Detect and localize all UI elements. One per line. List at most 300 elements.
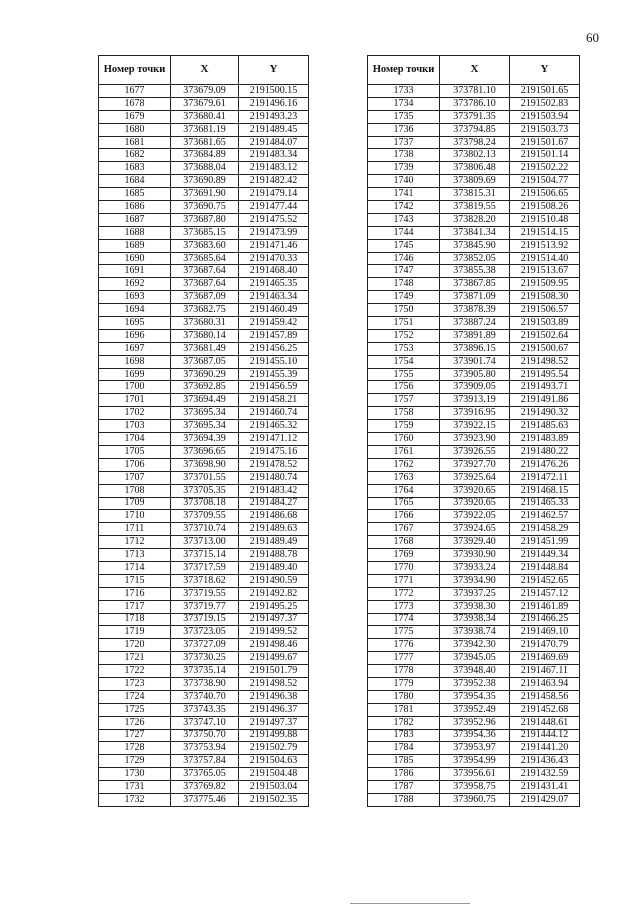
table-row <box>368 665 580 678</box>
table-row <box>368 458 580 471</box>
y-cell: 2191467.11 <box>510 665 580 678</box>
x-cell: 373680.41 <box>171 110 239 123</box>
point-number-cell: 1698 <box>99 355 171 368</box>
point-number-cell: 1690 <box>99 252 171 265</box>
y-cell: 2191471.12 <box>239 433 309 446</box>
x-cell: 373690.29 <box>171 368 239 381</box>
point-number-cell: 1760 <box>368 433 440 446</box>
y-cell: 2191503.73 <box>510 123 580 136</box>
x-cell: 373690.89 <box>171 175 239 188</box>
x-cell: 373786.10 <box>440 97 510 110</box>
x-cell: 373809.69 <box>440 175 510 188</box>
x-cell: 373791.35 <box>440 110 510 123</box>
table-row <box>368 355 580 368</box>
y-cell: 2191465.32 <box>239 420 309 433</box>
point-number-cell: 1709 <box>99 497 171 510</box>
x-cell: 373954.36 <box>440 729 510 742</box>
point-number-cell: 1740 <box>368 175 440 188</box>
x-cell: 373696.65 <box>171 445 239 458</box>
x-cell: 373953.97 <box>440 742 510 755</box>
point-number-cell: 1729 <box>99 755 171 768</box>
y-cell: 2191496.37 <box>239 703 309 716</box>
table-row <box>99 639 309 652</box>
table-row <box>368 742 580 755</box>
table-row <box>99 265 309 278</box>
table-row <box>368 729 580 742</box>
y-cell: 2191476.26 <box>510 458 580 471</box>
x-cell: 373691.90 <box>171 188 239 201</box>
point-number-cell: 1731 <box>99 781 171 794</box>
y-cell: 2191483.34 <box>239 149 309 162</box>
x-cell: 373705.35 <box>171 484 239 497</box>
table-row <box>368 471 580 484</box>
y-cell: 2191490.59 <box>239 574 309 587</box>
point-number-cell: 1704 <box>99 433 171 446</box>
x-cell: 373887.24 <box>440 317 510 330</box>
x-cell: 373769.82 <box>171 781 239 794</box>
x-cell: 373753.94 <box>171 742 239 755</box>
x-cell: 373926.55 <box>440 445 510 458</box>
point-number-cell: 1749 <box>368 291 440 304</box>
table-row <box>99 394 309 407</box>
y-cell: 2191459.42 <box>239 317 309 330</box>
point-number-cell: 1748 <box>368 278 440 291</box>
x-cell: 373723.05 <box>171 626 239 639</box>
table-row <box>368 587 580 600</box>
x-cell: 373730.25 <box>171 652 239 665</box>
y-cell: 2191449.34 <box>510 549 580 562</box>
point-number-cell: 1687 <box>99 213 171 226</box>
x-cell: 373960.75 <box>440 793 510 806</box>
table-row <box>99 226 309 239</box>
point-number-cell: 1715 <box>99 574 171 587</box>
y-cell: 2191513.92 <box>510 239 580 252</box>
x-cell: 373682.75 <box>171 304 239 317</box>
table-row <box>99 742 309 755</box>
point-number-cell: 1778 <box>368 665 440 678</box>
table-row <box>99 536 309 549</box>
table-row <box>368 136 580 149</box>
y-cell: 2191457.12 <box>510 587 580 600</box>
y-cell: 2191483.89 <box>510 433 580 446</box>
header-x: X <box>440 56 510 85</box>
table-row <box>99 188 309 201</box>
table-row <box>99 561 309 574</box>
point-number-cell: 1754 <box>368 355 440 368</box>
x-cell: 373802.13 <box>440 149 510 162</box>
y-cell: 2191475.16 <box>239 445 309 458</box>
y-cell: 2191514.15 <box>510 226 580 239</box>
table-row <box>99 600 309 613</box>
point-number-cell: 1693 <box>99 291 171 304</box>
x-cell: 373937.25 <box>440 587 510 600</box>
point-number-cell: 1712 <box>99 536 171 549</box>
y-cell: 2191489.45 <box>239 123 309 136</box>
x-cell: 373867.85 <box>440 278 510 291</box>
table-row <box>368 600 580 613</box>
point-number-cell: 1685 <box>99 188 171 201</box>
point-number-cell: 1733 <box>368 85 440 98</box>
point-number-cell: 1783 <box>368 729 440 742</box>
point-number-cell: 1751 <box>368 317 440 330</box>
y-cell: 2191499.67 <box>239 652 309 665</box>
table-row <box>99 549 309 562</box>
y-cell: 2191431.41 <box>510 781 580 794</box>
point-number-cell: 1785 <box>368 755 440 768</box>
y-cell: 2191475.52 <box>239 213 309 226</box>
y-cell: 2191466.25 <box>510 613 580 626</box>
y-cell: 2191508.26 <box>510 201 580 214</box>
x-cell: 373692.85 <box>171 381 239 394</box>
x-cell: 373845.90 <box>440 239 510 252</box>
table-row <box>99 342 309 355</box>
y-cell: 2191468.15 <box>510 484 580 497</box>
point-number-cell: 1769 <box>368 549 440 562</box>
x-cell: 373938.34 <box>440 613 510 626</box>
table-row <box>99 497 309 510</box>
point-number-cell: 1780 <box>368 690 440 703</box>
y-cell: 2191502.35 <box>239 793 309 806</box>
y-cell: 2191506.57 <box>510 304 580 317</box>
point-number-cell: 1784 <box>368 742 440 755</box>
table-row <box>368 781 580 794</box>
point-number-cell: 1728 <box>99 742 171 755</box>
x-cell: 373930.90 <box>440 549 510 562</box>
y-cell: 2191498.52 <box>510 355 580 368</box>
x-cell: 373924.65 <box>440 523 510 536</box>
x-cell: 373896.15 <box>440 342 510 355</box>
coordinates-table-right <box>367 55 580 807</box>
x-cell: 373922.05 <box>440 510 510 523</box>
point-number-cell: 1694 <box>99 304 171 317</box>
header-y: Y <box>239 56 309 85</box>
x-cell: 373841.34 <box>440 226 510 239</box>
table-row <box>368 226 580 239</box>
point-number-cell: 1757 <box>368 394 440 407</box>
y-cell: 2191429.07 <box>510 793 580 806</box>
point-number-cell: 1711 <box>99 523 171 536</box>
point-number-cell: 1787 <box>368 781 440 794</box>
header-point-number: Номер точки <box>99 56 171 85</box>
table-row <box>99 252 309 265</box>
x-cell: 373709.55 <box>171 510 239 523</box>
table-row <box>368 523 580 536</box>
y-cell: 2191513.67 <box>510 265 580 278</box>
x-cell: 373765.05 <box>171 768 239 781</box>
table-row <box>368 536 580 549</box>
point-number-cell: 1738 <box>368 149 440 162</box>
point-number-cell: 1758 <box>368 407 440 420</box>
x-cell: 373687.64 <box>171 265 239 278</box>
point-number-cell: 1786 <box>368 768 440 781</box>
x-cell: 373920.65 <box>440 484 510 497</box>
table-row <box>99 781 309 794</box>
table-row <box>99 175 309 188</box>
point-number-cell: 1682 <box>99 149 171 162</box>
x-cell: 373701.55 <box>171 471 239 484</box>
point-number-cell: 1773 <box>368 600 440 613</box>
y-cell: 2191493.23 <box>239 110 309 123</box>
table-row <box>368 188 580 201</box>
y-cell: 2191484.07 <box>239 136 309 149</box>
y-cell: 2191470.33 <box>239 252 309 265</box>
table-row <box>368 213 580 226</box>
point-number-cell: 1763 <box>368 471 440 484</box>
y-cell: 2191508.30 <box>510 291 580 304</box>
point-number-cell: 1677 <box>99 85 171 98</box>
table-row <box>99 407 309 420</box>
point-number-cell: 1772 <box>368 587 440 600</box>
y-cell: 2191448.84 <box>510 561 580 574</box>
x-cell: 373891.89 <box>440 329 510 342</box>
table-row <box>99 420 309 433</box>
y-cell: 2191484.27 <box>239 497 309 510</box>
y-cell: 2191501.14 <box>510 149 580 162</box>
table-row <box>368 162 580 175</box>
y-cell: 2191458.29 <box>510 523 580 536</box>
point-number-cell: 1724 <box>99 690 171 703</box>
y-cell: 2191504.48 <box>239 768 309 781</box>
point-number-cell: 1702 <box>99 407 171 420</box>
table-row <box>368 652 580 665</box>
y-cell: 2191436.43 <box>510 755 580 768</box>
table-row <box>368 291 580 304</box>
point-number-cell: 1684 <box>99 175 171 188</box>
x-cell: 373878.39 <box>440 304 510 317</box>
point-number-cell: 1765 <box>368 497 440 510</box>
table-row <box>368 420 580 433</box>
x-cell: 373933.24 <box>440 561 510 574</box>
point-number-cell: 1743 <box>368 213 440 226</box>
table-row <box>368 574 580 587</box>
table-row <box>368 613 580 626</box>
x-cell: 373913.19 <box>440 394 510 407</box>
x-cell: 373719.77 <box>171 600 239 613</box>
y-cell: 2191468.40 <box>239 265 309 278</box>
point-number-cell: 1762 <box>368 458 440 471</box>
y-cell: 2191465.33 <box>510 497 580 510</box>
point-number-cell: 1692 <box>99 278 171 291</box>
x-cell: 373740.70 <box>171 690 239 703</box>
point-number-cell: 1761 <box>368 445 440 458</box>
y-cell: 2191498.52 <box>239 677 309 690</box>
point-number-cell: 1750 <box>368 304 440 317</box>
table-row <box>368 201 580 214</box>
point-number-cell: 1771 <box>368 574 440 587</box>
y-cell: 2191490.32 <box>510 407 580 420</box>
point-number-cell: 1739 <box>368 162 440 175</box>
point-number-cell: 1775 <box>368 626 440 639</box>
y-cell: 2191469.10 <box>510 626 580 639</box>
table-row <box>99 291 309 304</box>
point-number-cell: 1747 <box>368 265 440 278</box>
x-cell: 373684.89 <box>171 149 239 162</box>
table-row <box>368 433 580 446</box>
y-cell: 2191500.15 <box>239 85 309 98</box>
table-row <box>99 304 309 317</box>
point-number-cell: 1756 <box>368 381 440 394</box>
table-row <box>99 484 309 497</box>
y-cell: 2191489.40 <box>239 561 309 574</box>
x-cell: 373775.46 <box>171 793 239 806</box>
y-cell: 2191489.63 <box>239 523 309 536</box>
point-number-cell: 1737 <box>368 136 440 149</box>
point-number-cell: 1759 <box>368 420 440 433</box>
point-number-cell: 1695 <box>99 317 171 330</box>
table-row <box>368 755 580 768</box>
y-cell: 2191483.12 <box>239 162 309 175</box>
y-cell: 2191455.10 <box>239 355 309 368</box>
point-number-cell: 1705 <box>99 445 171 458</box>
x-cell: 373679.61 <box>171 97 239 110</box>
point-number-cell: 1776 <box>368 639 440 652</box>
x-cell: 373954.99 <box>440 755 510 768</box>
table-row <box>368 626 580 639</box>
point-number-cell: 1745 <box>368 239 440 252</box>
table-row <box>99 574 309 587</box>
x-cell: 373815.31 <box>440 188 510 201</box>
y-cell: 2191502.22 <box>510 162 580 175</box>
x-cell: 373680.14 <box>171 329 239 342</box>
point-number-cell: 1736 <box>368 123 440 136</box>
y-cell: 2191496.16 <box>239 97 309 110</box>
y-cell: 2191456.59 <box>239 381 309 394</box>
y-cell: 2191504.77 <box>510 175 580 188</box>
y-cell: 2191460.74 <box>239 407 309 420</box>
table-row <box>368 768 580 781</box>
x-cell: 373901.74 <box>440 355 510 368</box>
table-header-row <box>368 56 580 85</box>
x-cell: 373738.90 <box>171 677 239 690</box>
table-row <box>99 652 309 665</box>
table-row <box>99 729 309 742</box>
y-cell: 2191444.12 <box>510 729 580 742</box>
footer-divider <box>350 903 470 904</box>
table-row <box>99 110 309 123</box>
x-cell: 373713.00 <box>171 536 239 549</box>
table-row <box>99 136 309 149</box>
x-cell: 373929.40 <box>440 536 510 549</box>
x-cell: 373819.55 <box>440 201 510 214</box>
y-cell: 2191477.44 <box>239 201 309 214</box>
x-cell: 373920.65 <box>440 497 510 510</box>
table-row <box>368 639 580 652</box>
y-cell: 2191458.21 <box>239 394 309 407</box>
x-cell: 373694.49 <box>171 394 239 407</box>
table-row <box>99 355 309 368</box>
x-cell: 373806.48 <box>440 162 510 175</box>
y-cell: 2191503.94 <box>510 110 580 123</box>
x-cell: 373954.35 <box>440 690 510 703</box>
x-cell: 373781.10 <box>440 85 510 98</box>
x-cell: 373687.64 <box>171 278 239 291</box>
table-row <box>368 252 580 265</box>
y-cell: 2191499.88 <box>239 729 309 742</box>
y-cell: 2191463.34 <box>239 291 309 304</box>
y-cell: 2191492.82 <box>239 587 309 600</box>
x-cell: 373923.90 <box>440 433 510 446</box>
x-cell: 373719.15 <box>171 613 239 626</box>
point-number-cell: 1683 <box>99 162 171 175</box>
y-cell: 2191451.99 <box>510 536 580 549</box>
table-row <box>99 381 309 394</box>
y-cell: 2191503.04 <box>239 781 309 794</box>
x-cell: 373925.64 <box>440 471 510 484</box>
point-number-cell: 1725 <box>99 703 171 716</box>
x-cell: 373871.09 <box>440 291 510 304</box>
point-number-cell: 1688 <box>99 226 171 239</box>
table-row <box>99 213 309 226</box>
y-cell: 2191489.49 <box>239 536 309 549</box>
point-number-cell: 1766 <box>368 510 440 523</box>
y-cell: 2191497.37 <box>239 716 309 729</box>
x-cell: 373695.34 <box>171 407 239 420</box>
x-cell: 373922.15 <box>440 420 510 433</box>
point-number-cell: 1755 <box>368 368 440 381</box>
table-row <box>99 665 309 678</box>
table-row <box>99 239 309 252</box>
table-row <box>99 162 309 175</box>
table-row <box>99 149 309 162</box>
table-row <box>368 317 580 330</box>
table-row <box>99 587 309 600</box>
x-cell: 373688.04 <box>171 162 239 175</box>
y-cell: 2191461.89 <box>510 600 580 613</box>
table-row <box>368 368 580 381</box>
table-row <box>368 265 580 278</box>
y-cell: 2191470.79 <box>510 639 580 652</box>
y-cell: 2191501.65 <box>510 85 580 98</box>
y-cell: 2191491.86 <box>510 394 580 407</box>
x-cell: 373934.90 <box>440 574 510 587</box>
y-cell: 2191460.49 <box>239 304 309 317</box>
point-number-cell: 1768 <box>368 536 440 549</box>
point-number-cell: 1767 <box>368 523 440 536</box>
table-row <box>99 690 309 703</box>
y-cell: 2191514.40 <box>510 252 580 265</box>
x-cell: 373685.64 <box>171 252 239 265</box>
table-row <box>99 716 309 729</box>
table-row <box>368 85 580 98</box>
point-number-cell: 1691 <box>99 265 171 278</box>
table-row <box>99 433 309 446</box>
x-cell: 373938.30 <box>440 600 510 613</box>
table-row <box>99 123 309 136</box>
y-cell: 2191498.46 <box>239 639 309 652</box>
point-number-cell: 1722 <box>99 665 171 678</box>
table-row <box>368 342 580 355</box>
x-cell: 373855.38 <box>440 265 510 278</box>
x-cell: 373747.10 <box>171 716 239 729</box>
x-cell: 373798.24 <box>440 136 510 149</box>
x-cell: 373681.19 <box>171 123 239 136</box>
point-number-cell: 1716 <box>99 587 171 600</box>
point-number-cell: 1770 <box>368 561 440 574</box>
y-cell: 2191483.42 <box>239 484 309 497</box>
y-cell: 2191458.56 <box>510 690 580 703</box>
y-cell: 2191452.68 <box>510 703 580 716</box>
table-header-row <box>99 56 309 85</box>
table-row <box>368 549 580 562</box>
table-row <box>368 239 580 252</box>
x-cell: 373727.09 <box>171 639 239 652</box>
coordinates-table-left <box>98 55 309 807</box>
point-number-cell: 1764 <box>368 484 440 497</box>
y-cell: 2191462.57 <box>510 510 580 523</box>
x-cell: 373942.30 <box>440 639 510 652</box>
point-number-cell: 1717 <box>99 600 171 613</box>
x-cell: 373710.74 <box>171 523 239 536</box>
